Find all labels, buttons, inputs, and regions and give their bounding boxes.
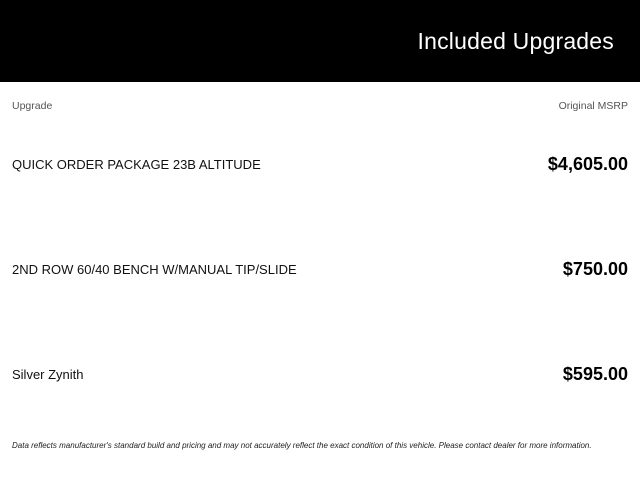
upgrades-list <box>12 112 628 427</box>
page-header <box>0 0 640 82</box>
upgrades-content <box>0 82 640 480</box>
upgrade-name: 2ND ROW 60/40 BENCH W/MANUAL TIP/SLIDE <box>12 262 297 277</box>
table-row <box>12 322 628 427</box>
upgrade-price: $750.00 <box>562 259 628 279</box>
table-column-headers <box>12 82 628 112</box>
page-title: Included Upgrades <box>417 27 614 54</box>
table-row <box>12 112 628 217</box>
upgrade-name: Silver Zynith <box>12 367 84 382</box>
disclaimer-text: Data reflects manufacturer's standard build and pricing and may not accurately reflect the exact condition of this vehicle. Please contact dealer for more information. <box>12 440 592 450</box>
upgrade-name: QUICK ORDER PACKAGE 23B ALTITUDE <box>12 157 261 172</box>
upgrade-price: $595.00 <box>562 364 628 384</box>
column-header-msrp: Original MSRP <box>558 100 628 112</box>
table-row <box>12 217 628 322</box>
upgrade-price: $4,605.00 <box>547 154 628 174</box>
column-header-upgrade: Upgrade <box>12 100 53 112</box>
